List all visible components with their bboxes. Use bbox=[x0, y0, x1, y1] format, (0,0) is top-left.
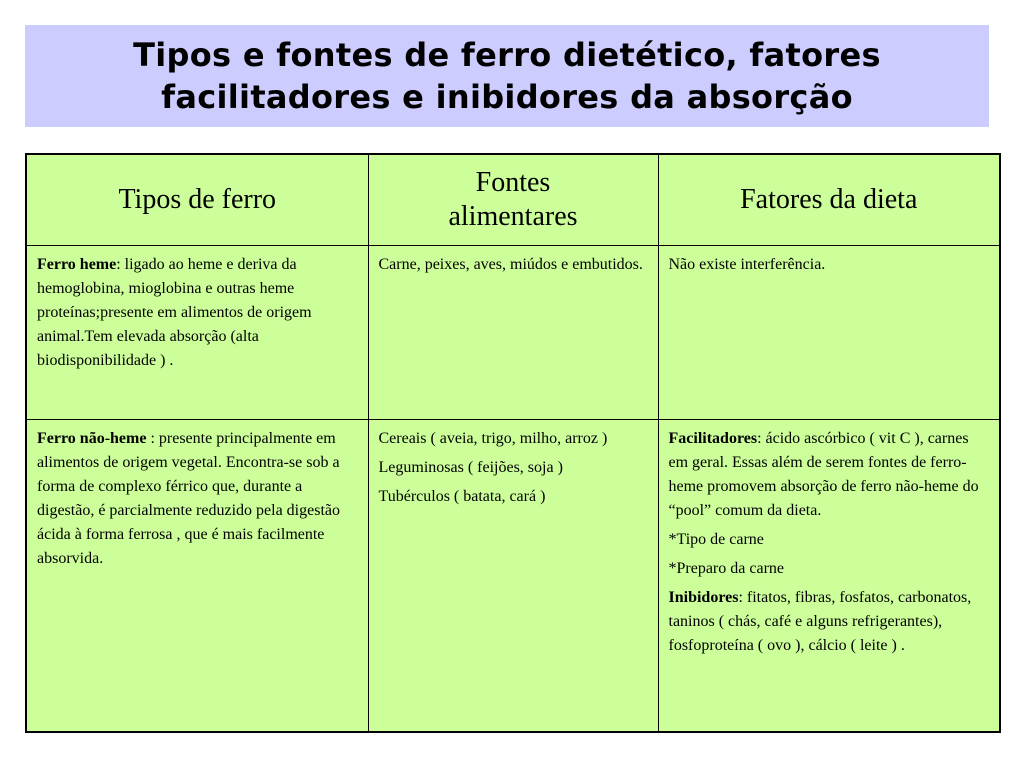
ferro-nao-heme-description: : presente principalmente em alimentos de origem vegetal. Encontra-se sob a forma de complexo férrico que, durante a digestão, é parcialmente reduzido pela digestão ácida à forma ferrosa , que é mais facilmente absorvida. bbox=[37, 430, 340, 567]
slide-title bbox=[25, 25, 989, 127]
facilitadores-paragraph bbox=[669, 427, 990, 523]
table-row bbox=[26, 246, 1000, 420]
fontes-heme-text: Carne, peixes, aves, miúdos e embutidos. bbox=[378, 256, 643, 273]
header-fontes-line-1: Fontes bbox=[475, 167, 551, 198]
preparo-da-carne: *Preparo da carne bbox=[668, 560, 784, 577]
cell-fontes-heme bbox=[368, 246, 658, 420]
ferro-nao-heme-term: Ferro não-heme bbox=[37, 430, 147, 447]
fonte-tuberculos: Tubérculos ( batata, cará ) bbox=[378, 488, 546, 505]
cell-fatores-nao-heme bbox=[658, 420, 1000, 733]
fonte-leguminosas: Leguminosas ( feijões, soja ) bbox=[378, 459, 563, 476]
facilitadores-term: Facilitadores bbox=[668, 430, 758, 447]
slide-title-line-1: Tipos e fontes de ferro dietético, fatores bbox=[133, 36, 881, 74]
iron-table bbox=[25, 153, 1001, 733]
header-fontes-alimentares bbox=[368, 154, 658, 246]
fonte-cereais: Cereais ( aveia, trigo, milho, arroz ) bbox=[378, 430, 608, 447]
fatores-heme-text: Não existe interferência. bbox=[668, 256, 826, 273]
header-fatores-da-dieta: Fatores da dieta bbox=[658, 154, 1000, 246]
ferro-heme-term: Ferro heme bbox=[37, 256, 117, 273]
inibidores-text: : fitatos, fibras, fosfatos, carbonatos, taninos ( chás, café e alguns refrigerantes), fosfoproteína ( ovo ), cálcio ( leite ) . bbox=[668, 589, 972, 654]
table-row bbox=[26, 420, 1000, 733]
inibidores-paragraph bbox=[669, 586, 990, 658]
ferro-heme-description: : ligado ao heme e deriva da hemoglobina, mioglobina e outras heme proteínas;presente em alimentos de origem animal.Tem elevada absorção (alta biodisponibilidade ) . bbox=[37, 256, 312, 369]
header-fontes-line-2: alimentares bbox=[448, 201, 578, 232]
tipo-de-carne: *Tipo de carne bbox=[668, 531, 764, 548]
inibidores-term: Inibidores bbox=[668, 589, 739, 606]
cell-ferro-heme bbox=[26, 246, 368, 420]
cell-fatores-heme bbox=[658, 246, 1000, 420]
table-header-row bbox=[26, 154, 1000, 246]
header-tipos-de-ferro: Tipos de ferro bbox=[26, 154, 368, 246]
cell-fontes-nao-heme bbox=[368, 420, 658, 733]
cell-ferro-nao-heme bbox=[26, 420, 368, 733]
slide-title-line-2: facilitadores e inibidores da absorção bbox=[161, 78, 853, 116]
facilitadores-text: : ácido ascórbico ( vit C ), carnes em geral. Essas além de serem fontes de ferro-heme promovem absorção de ferro não-heme do “pool” comum da dieta. bbox=[668, 430, 979, 519]
